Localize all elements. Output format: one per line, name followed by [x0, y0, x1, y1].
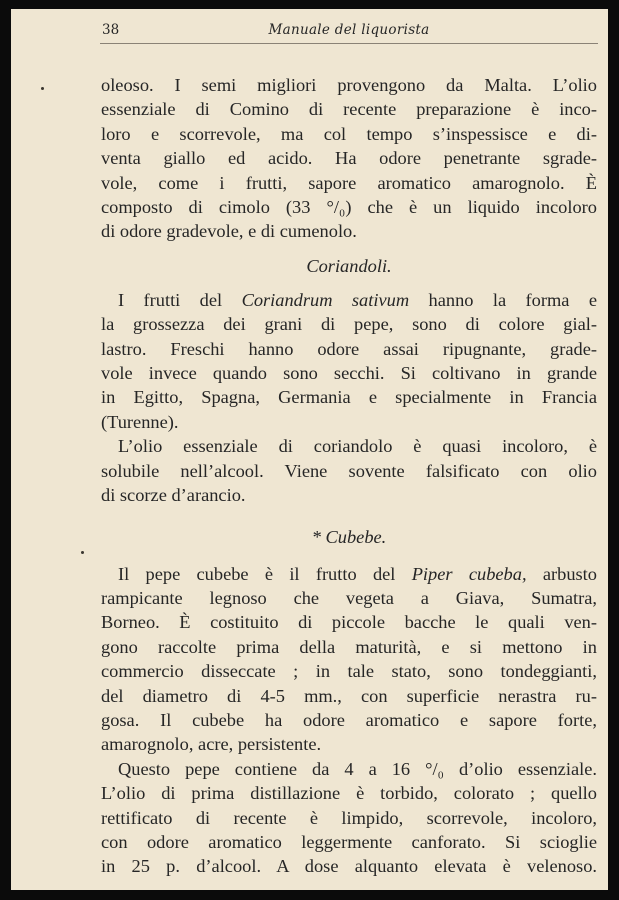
species-name: Piper cubeba,: [411, 563, 527, 584]
text-line: gosa. Il cubebe ha odore aromatico e sapore forte,: [101, 709, 597, 730]
paragraph-comino: [101, 73, 597, 244]
text-line: lastro. Freschi hanno odore assai ripugnante, grade-: [101, 338, 597, 359]
text-line: gono raccolte prima della maturità, e si mettono in: [101, 636, 597, 657]
margin-mark: [81, 551, 84, 554]
running-title: Manuale del liquorista: [268, 22, 430, 38]
page-number: 38: [102, 22, 120, 38]
text-line: essenziale di Comino di recente preparazione è inco-: [101, 99, 597, 120]
text-run: arbusto: [526, 563, 597, 584]
text-line: loro e scorrevole, ma col tempo s’inspessisce e di-: [101, 123, 597, 144]
text-line: di odore gradevole, e di cumenolo.: [101, 221, 357, 242]
text-line: rettificato di recente è limpido, scorrevole, incoloro,: [101, 807, 597, 828]
text-line: Borneo. È costituito di piccole bacche le quali ven-: [101, 612, 597, 633]
text-line: oleoso. I semi migliori provengono da Malta. L’olio: [101, 75, 597, 95]
page-header: [100, 21, 598, 44]
text-line: in 25 p. d’alcool. A dose alquanto elevata è velenoso.: [101, 856, 597, 877]
species-name: Coriandrum sativum: [241, 289, 410, 310]
paragraph-cubebe-1: [101, 562, 597, 757]
text-line: L’olio essenziale di coriandolo è quasi incoloro, è: [118, 436, 597, 457]
text-line: composto di cimolo (33 °/₀) che è un liquido incoloro: [101, 197, 597, 218]
text-run: hanno la forma e: [409, 289, 597, 310]
text-line: in Egitto, Spagna, Germania e specialmente in Francia: [101, 387, 597, 408]
paragraph-cubebe-2: [101, 757, 597, 879]
text-line: venta giallo ed acido. Ha odore penetrante sgrade-: [101, 148, 597, 169]
text-line: rampicante legnoso che vegeta a Giava, Sumatra,: [101, 587, 597, 608]
text-line: vole, come i frutti, sapore aromatico amarognolo. È: [101, 172, 597, 193]
text-line: del diametro di 4-5 mm., con superficie nerastra ru-: [101, 685, 597, 706]
text-line: Questo pepe contiene da 4 a 16 °/₀ d’olio essenziale.: [118, 758, 597, 779]
text-line: commercio disseccate ; in tale stato, sono tondeggianti,: [101, 661, 597, 682]
paragraph-coriandoli-2: [101, 434, 597, 507]
page-body: [101, 73, 597, 879]
paragraph-coriandoli-1: [101, 288, 597, 434]
text-run: Il pepe cubebe è il frutto del: [118, 563, 412, 584]
text-line: vole invece quando sono secchi. Si coltivano in grande: [101, 363, 597, 384]
book-page: [11, 9, 608, 890]
text-line: di scorze d’arancio.: [101, 485, 246, 506]
text-line: amarognolo, acre, persistente.: [101, 734, 322, 755]
section-heading-coriandoli: Coriandoli.: [306, 255, 392, 276]
section-heading-cubebe: * Cubebe.: [311, 526, 387, 547]
text-line: la grossezza dei grani di pepe, sono di colore gial-: [101, 314, 597, 335]
text-line: L’olio di prima distillazione è torbido, colorato ; quello: [101, 783, 597, 804]
text-line: [101, 288, 597, 312]
text-line: (Turenne).: [101, 411, 179, 432]
margin-mark: [41, 87, 44, 90]
text-line: con odore aromatico leggermente canforato. Si scioglie: [101, 831, 597, 852]
text-line: [101, 562, 597, 586]
text-line: solubile nell’alcool. Viene sovente falsificato con olio: [101, 460, 597, 481]
text-run: I frutti del: [118, 289, 242, 310]
